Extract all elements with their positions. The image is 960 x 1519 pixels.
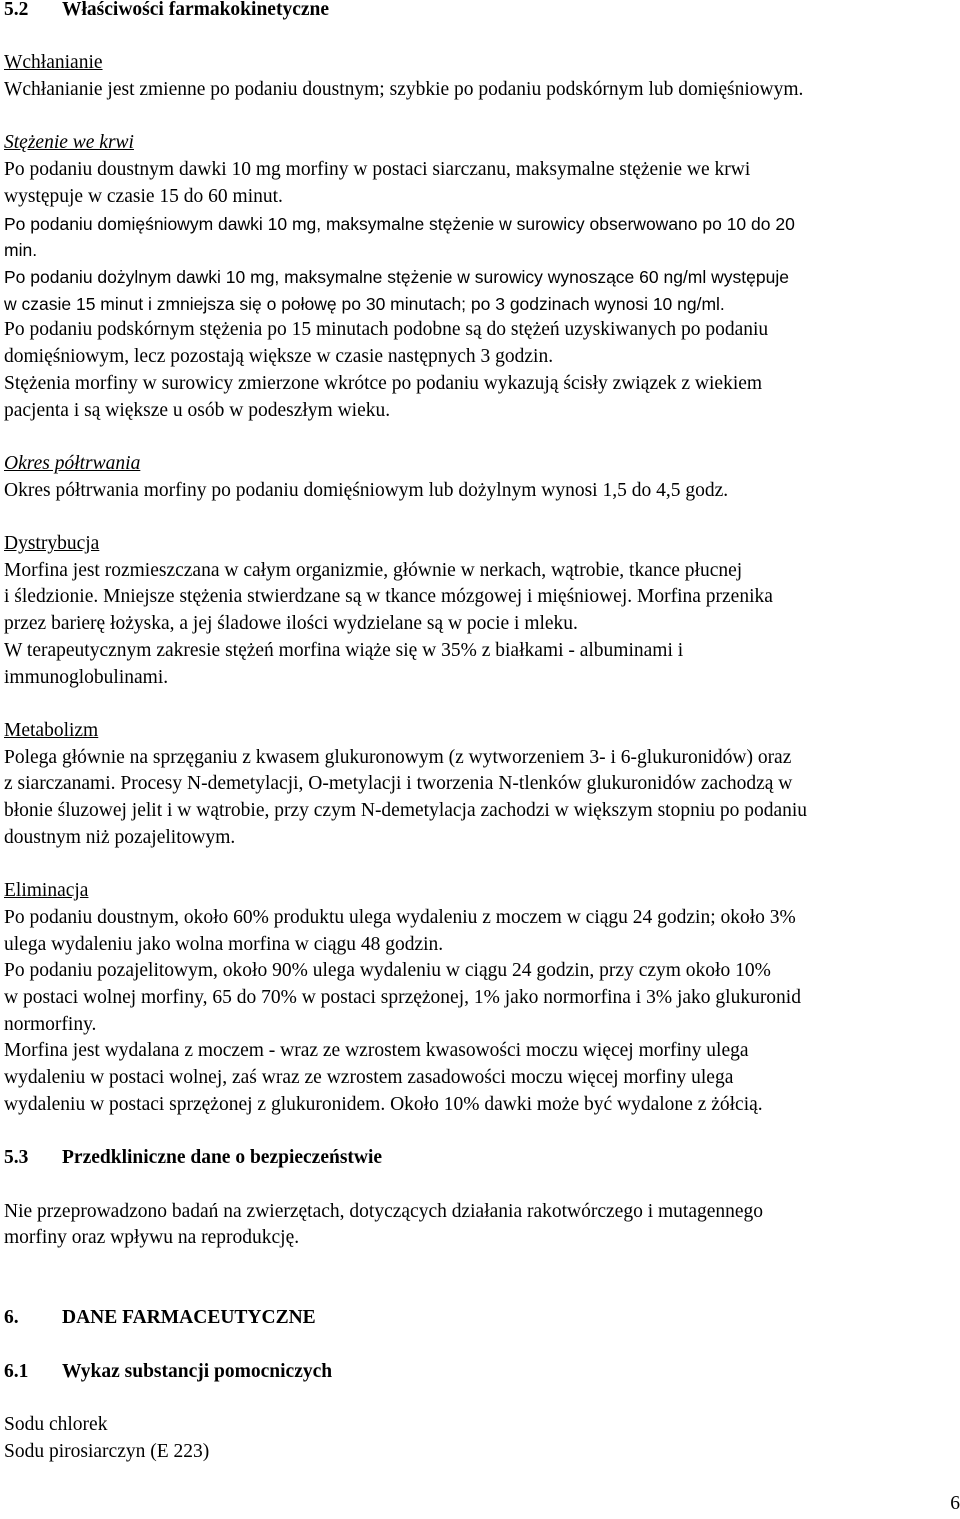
paragraph-line: pacjenta i są większe u osób w podeszłym wieku.	[4, 399, 391, 421]
paragraph-line: wydaleniu w postaci wolnej, zaś wraz ze wzrostem zasadowości moczu więcej morfiny ulega	[4, 1067, 734, 1089]
section-title: Wykaz substancji pomocniczych	[62, 1360, 333, 1382]
absorption-text: Wchłanianie jest zmienne po podaniu doustnym; szybkie po podaniu podskórnym lub domięśniowym.	[4, 79, 804, 101]
section-number: 5.3	[4, 1147, 29, 1169]
paragraph-line: błonie śluzowej jelit i w wątrobie, przy czym N-demetylacja zachodzi w większym stopniu po podaniu	[4, 800, 808, 822]
paragraph-line: Po podaniu doustnym, około 60% produktu ulega wydaleniu z moczem w ciągu 24 godzin; około 3%	[4, 906, 796, 928]
section-number: 6.1	[4, 1360, 29, 1382]
blood-concentration-heading: Stężenie we krwi	[4, 132, 134, 154]
paragraph-line: wydaleniu w postaci sprzężonej z glukuronidem. Około 10% dawki może być wydalone z żółcią.	[4, 1093, 763, 1115]
paragraph-line: min.	[4, 240, 38, 261]
excipient-item: Sodu pirosiarczyn (E 223)	[4, 1440, 210, 1462]
section-5-2-heading	[4, 0, 954, 24]
paragraph-line: Po podaniu podskórnym stężenia po 15 minutach podobne są do stężeń uzyskiwanych po podaniu	[4, 319, 769, 341]
paragraph-line: Polega głównie na sprzęganiu z kwasem glukuronowym (z wytworzeniem 3- i 6-glukuronidów) oraz	[4, 746, 792, 768]
paragraph-line: Morfina jest wydalana z moczem - wraz ze wzrostem kwasowości moczu więcej morfiny ulega	[4, 1040, 749, 1062]
section-number: 5.2	[4, 0, 29, 20]
metabolism-heading: Metabolizm	[4, 719, 99, 741]
paragraph-line: Po podaniu pozajelitowym, około 90% ulega wydaleniu w ciągu 24 godzin, przy czym około 10%	[4, 960, 771, 982]
paragraph-line: Stężenia morfiny w surowicy zmierzone wkrótce po podaniu wykazują ścisły związek z wiekiem	[4, 372, 763, 394]
paragraph-line: Morfina jest rozmieszczana w całym organizmie, głównie w nerkach, wątrobie, tkance płucnej	[4, 559, 743, 581]
paragraph-line: z siarczanami. Procesy N-demetylacji, O-metylacji i tworzenia N-tlenków glukuronidów zachodzą w	[4, 773, 793, 795]
section-title: Przedkliniczne dane o bezpieczeństwie	[62, 1147, 383, 1169]
excipient-item: Sodu chlorek	[4, 1414, 108, 1436]
paragraph-line: Po podaniu domięśniowym dawki 10 mg, maksymalne stężenie w surowicy obserwowano po 10 do 20	[4, 213, 795, 234]
paragraph-line: przez barierę łożyska, a jej śladowe ilości wydzielane są w pocie i mleku.	[4, 613, 578, 635]
distribution-heading: Dystrybucja	[4, 533, 100, 554]
paragraph-line: doustnym niż pozajelitowym.	[4, 826, 236, 848]
paragraph-line: i śledzionie. Mniejsze stężenia stwierdzane są w tkance mózgowej i mięśniowej. Morfina przenika	[4, 586, 773, 608]
paragraph-line: normorfiny.	[4, 1013, 97, 1035]
section-title: DANE FARMACEUTYCZNE	[62, 1307, 316, 1329]
elimination-heading: Eliminacja	[4, 880, 89, 902]
paragraph-line: immunoglobulinami.	[4, 666, 169, 688]
section-5-3-heading	[4, 1145, 954, 1172]
paragraph-line: morfiny oraz wpływu na reprodukcję.	[4, 1227, 300, 1249]
paragraph-line: domięśniowym, lecz pozostają większe w czasie następnych 3 godzin.	[4, 346, 554, 368]
document-page	[4, 0, 954, 1465]
paragraph-line: w postaci wolnej morfiny, 65 do 70% w postaci sprzężonej, 1% jako normorfina i 3% jako glukuronid	[4, 986, 801, 1008]
page-number: 6	[950, 1493, 960, 1514]
paragraph-line: występuje w czasie 15 do 60 minut.	[4, 185, 283, 207]
section-title: Właściwości farmakokinetyczne	[62, 0, 330, 20]
paragraph-line: Nie przeprowadzono badań na zwierzętach, dotyczących działania rakotwórczego i mutagennego	[4, 1200, 764, 1222]
paragraph-line: Po podaniu dożylnym dawki 10 mg, maksymalne stężenie w surowicy wynoszące 60 ng/ml występuje	[4, 267, 789, 287]
half-life-text: Okres półtrwania morfiny po podaniu domięśniowym lub dożylnym wynosi 1,5 do 4,5 godz.	[4, 479, 729, 501]
paragraph-line: ulega wydaleniu jako wolna morfina w ciągu 48 godzin.	[4, 933, 444, 955]
section-number: 6.	[4, 1307, 19, 1329]
half-life-heading: Okres półtrwania	[4, 452, 141, 474]
paragraph-line: W terapeutycznym zakresie stężeń morfina wiąże się w 35% z białkami - albuminami i	[4, 639, 684, 661]
section-6-1-heading	[4, 1359, 954, 1386]
section-6-heading	[4, 1305, 954, 1332]
absorption-heading: Wchłanianie	[4, 52, 103, 74]
paragraph-line: w czasie 15 minut i zmniejsza się o połowę po 30 minutach; po 3 godzinach wynosi 10 ng/ml.	[4, 293, 725, 314]
paragraph-line: Po podaniu doustnym dawki 10 mg morfiny w postaci siarczanu, maksymalne stężenie we krwi	[4, 159, 751, 181]
